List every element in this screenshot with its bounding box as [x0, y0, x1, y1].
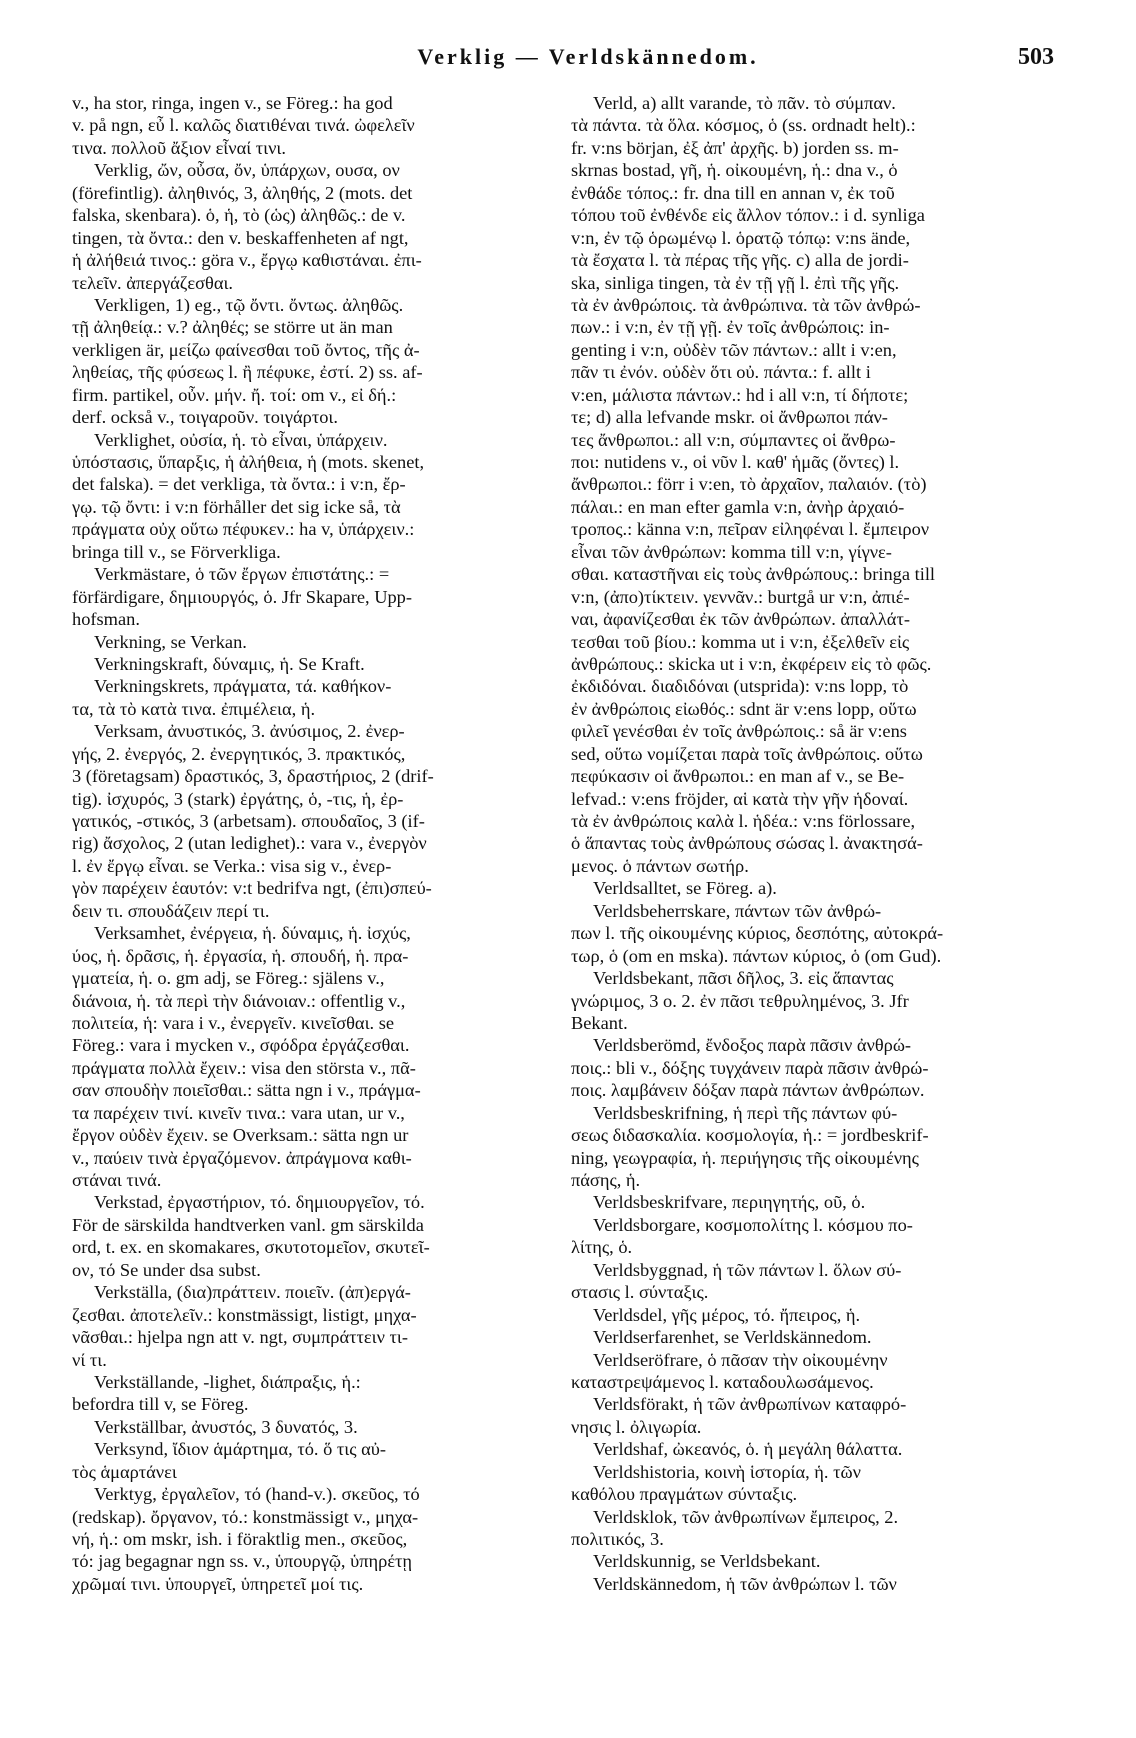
entry-text-line: τα παρέχειν τινί. κινεῖν τινα.: vara utan, ur v.,	[72, 1102, 405, 1123]
entry-text-line: τὸς ἁμαρτάνει	[72, 1461, 177, 1482]
left-column	[72, 92, 534, 1595]
entry-text-line: (redskap). ὄργανον, τό.: konstmässigt v., μηχα-	[72, 1506, 419, 1527]
entry-text-line: v., παύειν τινὰ ἐργαζόμενον. ἀπράγμονα καθι-	[72, 1147, 412, 1168]
entry-text-line: ναι, ἀφανίζεσθαι ἐκ τῶν ἀνθρώπων. ἀπαλλάτ-	[571, 609, 910, 630]
entry-text-line: γὸν παρέχειν ἑαυτόν: v:t bedrifva ngt, (ἐπι)σπεύ-	[72, 878, 432, 899]
entry-text-line: ύος, ἡ. δρᾶσις, ἡ. ἐργασία, ἡ. σπουδή, ἡ. πρα-	[72, 945, 409, 966]
right-column	[571, 92, 1033, 1595]
entry-text-line: γματεία, ἡ. o. gm adj, se Föreg.: själens v.,	[72, 968, 385, 989]
entry-text-line: τινα. πολλοῦ ἄξιον εἶναί τινι.	[72, 137, 286, 158]
entry-headline: Verld, a) allt varande, τὸ πᾶν. τὸ σύμπαν.	[593, 93, 896, 113]
entry-text-line: τό: jag begagnar ngn ss. v., ὑπουργῷ, ὑπηρέτῃ	[72, 1551, 413, 1572]
entry-text-line: ἔργον οὐδὲν ἔχειν. se Overksam.: sätta ngn ur	[72, 1125, 409, 1146]
entry-text-line: ποις. λαμβάνειν δόξαν παρὰ πάντων ἀνθρώπων.	[571, 1080, 925, 1101]
entry-headline: Verldshaf, ὠκεανός, ὁ. ἡ μεγάλη θάλαττα.	[593, 1439, 903, 1460]
entry-text-line: derf. också v., τοιγαροῦν. τοιγάρτοι.	[72, 407, 338, 428]
entry-headline: Verldsbyggnad, ἡ τῶν πάντων l. ὅλων σύ-	[593, 1259, 902, 1280]
entry-headline: Verldskunnig, se Verldsbekant.	[593, 1551, 821, 1572]
entry-text-line: πράγματα πολλὰ ἔχειν.: visa den största v., πᾶ-	[72, 1057, 416, 1078]
entry-text-line: ὑπόστασις, ὕπαρξις, ἡ ἀλήθεια, ἡ (mots. skenet,	[72, 452, 425, 472]
entry-text-line: verkligen är, μείζω φαίνεσθαι τοῦ ὄντος, τῆς ἀ-	[72, 339, 420, 360]
entry-text-line: τὰ ἐν ἀνθρώποις καλὰ l. ἡδέα.: v:ns förlossare,	[571, 811, 916, 831]
entry-text-line: πράγματα οὐχ οὕτω πέφυκεν.: ha v, ὑπάρχειν.:	[72, 519, 415, 540]
entry-text-line: skrnas bostad, γῆ, ἡ. οἰκουμένη, ἡ.: dna v., ὁ	[571, 160, 898, 181]
entry-headline: Verldskännedom, ἡ τῶν ἀνθρώπων l. τῶν	[593, 1573, 897, 1594]
entry-headline: Verkning, se Verkan.	[94, 631, 247, 652]
entry-text-line: φιλεῖ γενέσθαι ἐν τοῖς ἀνθρώποις.: så är v:ens	[571, 721, 907, 742]
entry-text-line: det falska). = det verkliga, τὰ ὄντα.: i v:n, ἔρ-	[72, 474, 406, 495]
entry-headline: Verkningskrets, πράγματα, τά. καθήκον-	[94, 676, 392, 697]
entry-text-line: καταστρεψάμενος l. καταδουλωσάμενος.	[571, 1371, 874, 1392]
entry-headline: Verkningskraft, δύναμις, ἡ. Se Kraft.	[94, 653, 365, 674]
entry-text-line: ον, τό Se under dsa subst.	[72, 1259, 261, 1280]
entry-text-line: v:n, ἐν τῷ ὁρωμένῳ l. ὁρατῷ τόπῳ: v:ns ände,	[571, 227, 911, 248]
entry-text-line: ord, t. ex. en skomakares, σκυτοτομεῖον, σκυτεῖ-	[72, 1237, 430, 1258]
entry-text-line: ἀνθρώπους.: skicka ut i v:n, ἐκφέρειν εἰς τὸ φῶς.	[571, 653, 932, 674]
entry-text-line: πολιτικός, 3.	[571, 1529, 664, 1549]
running-title: Verklig — Verldskännedom.	[417, 44, 759, 69]
entry-text-line: στάναι τινά.	[72, 1170, 162, 1190]
entry-text-line: ὁ ἅπαντας τοὺς ἀνθρώπους σώσας l. ἀνακτησά-	[571, 833, 923, 854]
entry-text-line: γής, 2. ἐνεργός, 2. ἐνεργητικός, 3. πρακτικός,	[72, 743, 406, 764]
entry-text-line: sed, οὕτω νομίζεται παρὰ τοῖς ἀνθρώποις. οὕτω	[571, 743, 923, 764]
entry-text-line: τε; d) alla lefvande mskr. οἱ ἄνθρωποι πάν-	[571, 407, 888, 428]
entry-text-line: ska, sinliga tingen, τὰ ἐν τῇ γῇ l. ἐπὶ τῆς γῆς.	[571, 272, 900, 293]
entry-headline: Verldsalltet, se Föreg. a).	[593, 878, 777, 899]
entry-text-line: v:n, (ἀπο)τίκτειν. γεννᾶν.: burtgå ur v:n, ἀπιέ-	[571, 586, 910, 607]
entry-text-line: τωρ, ὁ (om en mska). πάντων κύριος, ὁ (om Gud).	[571, 945, 942, 966]
entry-text-line: νή, ἡ.: om mskr, ish. i föraktlig men., σκεῦος,	[72, 1529, 408, 1549]
entry-text-line: ζεσθαι. ἀποτελεῖν.: konstmässigt, listigt, μηχα-	[72, 1304, 417, 1325]
running-header	[0, 44, 1136, 74]
entry-headline: Verldsbeskrifning, ἡ περὶ τῆς πάντων φύ-	[593, 1102, 898, 1123]
entry-text-line: γῳ. τῷ ὄντι: i v:n förhåller det sig icke så, τὰ	[72, 496, 401, 517]
entry-text-line: πεφύκασιν οἱ ἄνθρωποι.: en man af v., se Be-	[571, 766, 905, 787]
entry-text-line: bringa till v., se Förverkliga.	[72, 541, 281, 562]
entry-text-line: (förefintlig). ἀληθινός, 3, ἀληθής, 2 (mots. det	[72, 182, 413, 203]
entry-text-line: ἐκδιδόναι. διαδιδόναι (utsprida): v:ns lopp, τὸ	[571, 676, 909, 697]
entry-headline: Verldsdel, γῆς μέρος, τό. ἤπειρος, ἡ.	[593, 1304, 861, 1325]
entry-headline: Verldsbeherrskare, πάντων τῶν ἀνθρώ-	[593, 900, 882, 921]
entry-text-line: ἡ ἀλήθειά τινος.: göra v., ἔργῳ καθιστάναι. ἐπι-	[72, 250, 422, 271]
entry-text-line: νᾶσθαι.: hjelpa ngn att v. ngt, συμπράττειν τι-	[72, 1327, 408, 1348]
entry-text-line: σθαι. καταστῆναι εἰς τοὺς ἀνθρώπους.: bringa till	[571, 564, 936, 585]
entry-text-line: διάνοια, ἡ. τὰ περὶ τὴν διάνοιαν.: offentlig v.,	[72, 990, 406, 1011]
entry-headline: Verkligen, 1) eg., τῷ ὄντι. ὄντως. ἀληθῶς.	[94, 294, 404, 315]
entry-text-line: στασις l. σύνταξις.	[571, 1282, 709, 1303]
entry-text-line: εἶναι τῶν ἀνθρώπων: komma till v:n, γίγνε-	[571, 541, 892, 562]
entry-headline: Verldsbekant, πᾶσι δῆλος, 3. εἰς ἅπαντας	[593, 968, 894, 989]
entry-text-line: l. ἐν ἔργῳ εἶναι. se Verka.: visa sig v., ἐνερ-	[72, 855, 392, 876]
entry-headline: Verktyg, ἐργαλεῖον, τό (hand-v.). σκεῦος, τό	[94, 1484, 420, 1505]
entry-headline: Verkställbar, ἀνυστός, 3 δυνατός, 3.	[94, 1416, 358, 1437]
entry-text-line: τεσθαι τοῦ βίου.: komma ut i v:n, ἐξελθεῖν εἰς	[571, 631, 910, 652]
entry-text-line: τὰ πάντα. τὰ ὅλα. κόσμος, ὁ (ss. ordnadt helt).:	[571, 115, 916, 136]
entry-text-line: πάσης, ἡ.	[571, 1170, 641, 1190]
entry-text-line: πολιτεία, ἡ: vara i v., ἐνεργεῖν. κινεῖσθαι. se	[72, 1012, 395, 1033]
entry-text-line: λίτης, ὁ.	[571, 1237, 633, 1258]
entry-text-line: τὰ ἔσχατα l. τὰ πέρας τῆς γῆς. c) alla de jordi-	[571, 250, 909, 271]
entry-text-line: νησις l. ὀλιγωρία.	[571, 1416, 702, 1437]
entry-text-line: τροπος.: känna v:n, πεῖραν εἰληφέναι l. ἔμπειρον	[571, 519, 930, 540]
entry-text-line: μενος. ὁ πάντων σωτήρ.	[571, 855, 749, 876]
entry-headline: Verldsförakt, ἡ τῶν ἀνθρωπίνων καταφρό-	[593, 1394, 907, 1415]
entry-text-line: νί τι.	[72, 1349, 107, 1370]
entry-headline: Verldshistoria, κοινὴ ἱστορία, ἡ. τῶν	[593, 1461, 861, 1482]
entry-headline: Verksam, ἀνυστικός, 3. ἀνύσιμος, 2. ἐνερ-	[94, 721, 405, 742]
entry-headline: Verksamhet, ἐνέργεια, ἡ. δύναμις, ἡ. ἰσχύς,	[94, 923, 411, 944]
entry-text-line: befordra till v, se Föreg.	[72, 1394, 249, 1415]
entry-text-line: fr. v:ns början, ἐξ ἀπ' ἀρχῆς. b) jorden ss. m-	[571, 137, 899, 158]
entry-text-line: ποι: nutidens v., οἱ νῦν l. καθ' ἡμᾶς (ὄντες) l.	[571, 452, 900, 472]
entry-text-line: ning, γεωγραφία, ἡ. περιήγησις τῆς οἰκουμένης	[571, 1147, 919, 1168]
entry-headline: Verkstad, ἐργαστήριον, τό. δημιουργεῖον, τό.	[94, 1192, 425, 1213]
entry-headline: Verklig, ὤν, οὖσα, ὄν, ὑπάρχων, ουσα, ον	[94, 160, 400, 181]
entry-text-line: lefvad.: v:ens fröjder, αἱ κατὰ τὴν γῆν ἡδοναί.	[571, 788, 909, 809]
entry-headline: Verksynd, ἴδιον ἁμάρτημα, τό. ὅ τις αὐ-	[94, 1439, 386, 1460]
entry-text-line: förfärdigare, δημιουργός, ὁ. Jfr Skapare, Upp-	[72, 586, 412, 607]
entry-text-line: falska, skenbara). ὁ, ἡ, τὸ (ὡς) ἀληθῶς.: de v.	[72, 205, 406, 226]
entry-text-line: πάλαι.: en man efter gamla v:n, ἀνὴρ ἀρχαιό-	[571, 496, 905, 517]
entry-text-line: 3 (företagsam) δραστικός, 3, δραστήριος, 2 (drif-	[72, 766, 434, 787]
entry-text-line: πων l. τῆς οἰκουμένης κύριος, δεσπότης, αὐτοκρά-	[571, 923, 944, 944]
entry-text-line: ἐνθάδε τόπος.: fr. dna till en annan v, ἐκ τοῦ	[571, 182, 895, 203]
entry-text-line: Bekant.	[571, 1012, 628, 1033]
entry-headline: Verldseröfrare, ὁ πᾶσαν τὴν οἰκουμένην	[593, 1349, 888, 1370]
entry-text-line: Föreg.: vara i mycken v., σφόδρα ἐργάζεσθαι.	[72, 1035, 410, 1056]
entry-text-line: rig) ἄσχολος, 2 (utan ledighet).: vara v., ἐνεργὸν	[72, 833, 427, 854]
page-number: 503	[1018, 44, 1054, 70]
entry-headline: Verldsbeskrifvare, περιηγητής, οῦ, ὁ.	[593, 1192, 866, 1213]
entry-text-line: v. på ngn, εὖ l. καλῶς διατιθέναι τινά. ὠφελεῖν	[72, 115, 415, 136]
entry-text-line: firm. partikel, οὖν. μήν. ἤ. τοί: om v., εἰ δή.:	[72, 384, 397, 405]
entry-text-line: τῇ ἀληθείᾳ.: v.? ἀληθές; se större ut än man	[72, 317, 393, 338]
entry-text-line: ληθείας, τῆς φύσεως l. ἢ πέφυκε, ἐστί. 2) ss. af-	[72, 362, 423, 383]
entry-text-line: ἄνθρωποι.: förr i v:en, τὸ ἀρχαῖον, παλαιόν. (τὸ)	[571, 474, 927, 495]
entry-text-line: v:en, μάλιστα πάντων.: hd i all v:n, τί δήποτε;	[571, 384, 909, 405]
entry-headline: Verldsborgare, κοσμοπολίτης l. κόσμου πο-	[593, 1214, 913, 1235]
entry-text-line: τόπου τοῦ ἐνθένδε εἰς ἄλλον τόπον.: i d. synliga	[571, 205, 925, 226]
entry-headline: Verldsklok, τῶν ἀνθρωπίνων ἔμπειρος, 2.	[593, 1506, 899, 1527]
entry-text-line: καθόλου πραγμάτων σύνταξις.	[571, 1484, 798, 1505]
entry-headline: Verklighet, οὐσία, ἡ. τὸ εἶναι, ὑπάρχειν.	[94, 429, 388, 450]
entry-headline: Verldsberömd, ἔνδοξος παρὰ πᾶσιν ἀνθρώ-	[593, 1035, 912, 1056]
entry-text-line: genting i v:n, οὐδὲν τῶν πάντων.: allt i v:en,	[571, 339, 897, 360]
entry-text-line: τὰ ἐν ἀνθρώποις. τὰ ἀνθρώπινα. τὰ τῶν ἀνθρώ-	[571, 294, 921, 315]
entry-text-line: πᾶν τι ἐνόν. οὐδὲν ὅτι οὐ. πάντα.: f. allt i	[571, 362, 871, 383]
entry-text-line: ποις.: bli v., δόξης τυγχάνειν παρὰ πᾶσιν ἀνθρώ-	[571, 1057, 929, 1078]
entry-text-line: τελεῖν. ἀπεργάζεσθαι.	[72, 272, 234, 293]
entry-text-line: tingen, τὰ ὄντα.: den v. beskaffenheten af ngt,	[72, 227, 409, 248]
entry-text-line: δειν τι. σπουδάζειν περί τι.	[72, 900, 270, 921]
entry-text-line: ἐν ἀνθρώποις εἰωθός.: sdnt är v:ens lopp, οὕτω	[571, 698, 917, 719]
entry-text-line: tig). ἰσχυρός, 3 (stark) ἐργάτης, ὁ, -τις, ἡ, ἐρ-	[72, 788, 404, 809]
entry-text-line: γνώριμος, 3 o. 2. ἐν πᾶσι τεθρυλημένος, 3. Jfr	[571, 990, 909, 1011]
entry-text-line: För de särskilda handtverken vanl. gm särskilda	[72, 1214, 424, 1235]
entry-headline: Verkmästare, ὁ τῶν ἔργων ἐπιστάτης.: =	[94, 564, 390, 585]
entry-headline: Verkställa, (δια)πράττειν. ποιεῖν. (ἀπ)εργά-	[94, 1282, 411, 1303]
entry-text-line: hofsman.	[72, 609, 140, 630]
entry-text-line: v., ha stor, ringa, ingen v., se Föreg.: ha god	[72, 93, 393, 113]
entry-headline: Verldserfarenhet, se Verldskännedom.	[593, 1327, 872, 1348]
entry-headline: Verkställande, -lighet, διάπραξις, ἡ.:	[94, 1371, 361, 1392]
entry-text-line: σαν σπουδὴν ποιεῖσθαι.: sätta ngn i v., πράγμα-	[72, 1080, 421, 1101]
entry-text-line: γατικός, -στικός, 3 (arbetsam). σπουδαῖος, 3 (if-	[72, 811, 425, 831]
entry-text-line: πων.: i v:n, ἐν τῇ γῇ. ἐν τοῖς ἀνθρώποις: in-	[571, 317, 890, 338]
entry-text-line: χρῶμαί τινι. ὑπουργεῖ, ὑπηρετεῖ μοί τις.	[72, 1573, 364, 1594]
entry-text-line: τες ἄνθρωποι.: all v:n, σύμπαντες οἱ ἄνθρω-	[571, 429, 896, 450]
entry-text-line: τα, τὰ τὸ κατὰ τινα. ἐπιμέλεια, ἡ.	[72, 698, 316, 719]
entry-text-line: σεως διδασκαλία. κοσμολογία, ἡ.: = jordbeskrif-	[571, 1125, 929, 1146]
